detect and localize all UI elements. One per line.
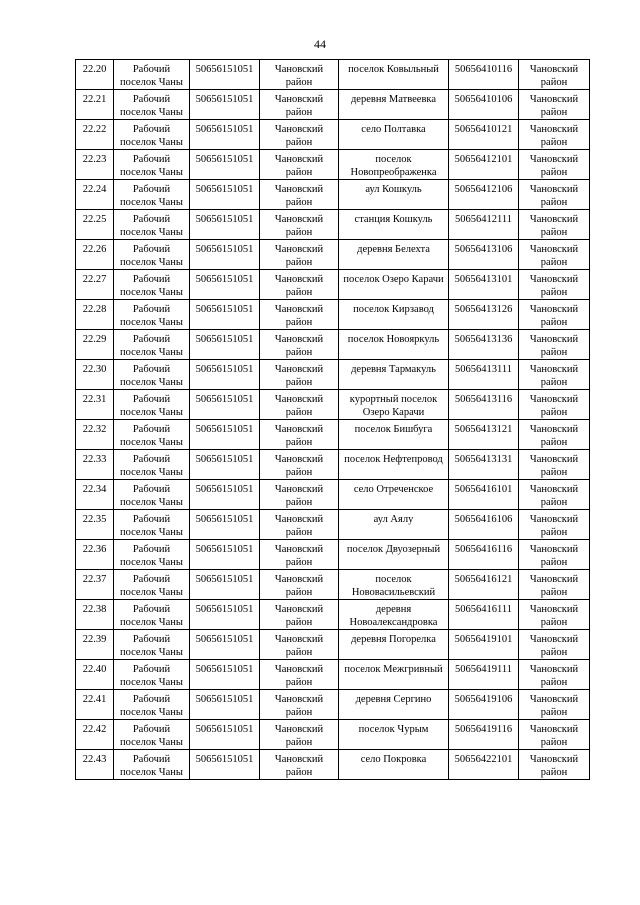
row-number-cell: 22.35 (76, 510, 114, 540)
municipal-settlement-cell: Рабочий поселок Чаны (114, 60, 190, 90)
locality-district-cell: Чановский район (519, 90, 590, 120)
district-cell: Чановский район (260, 540, 339, 570)
table-row (76, 270, 590, 300)
municipal-settlement-cell: Рабочий поселок Чаны (114, 570, 190, 600)
locality-cell: поселок Озеро Карачи (339, 270, 449, 300)
table-row (76, 390, 590, 420)
settlement-code-cell: 50656151051 (190, 270, 260, 300)
settlement-code-cell: 50656151051 (190, 300, 260, 330)
municipal-settlement-cell: Рабочий поселок Чаны (114, 270, 190, 300)
locality-code-cell: 50656419116 (449, 720, 519, 750)
locality-cell: деревня Матвеевка (339, 90, 449, 120)
municipal-settlement-cell: Рабочий поселок Чаны (114, 180, 190, 210)
municipal-settlement-cell: Рабочий поселок Чаны (114, 360, 190, 390)
settlement-code-cell: 50656151051 (190, 60, 260, 90)
locality-cell: поселок Бишбуга (339, 420, 449, 450)
municipal-settlement-cell: Рабочий поселок Чаны (114, 390, 190, 420)
locality-district-cell: Чановский район (519, 600, 590, 630)
locality-cell: аул Аялу (339, 510, 449, 540)
locality-district-cell: Чановский район (519, 330, 590, 360)
locality-district-cell: Чановский район (519, 240, 590, 270)
table-row (76, 540, 590, 570)
district-cell: Чановский район (260, 750, 339, 780)
locality-code-cell: 50656410121 (449, 120, 519, 150)
settlement-code-cell: 50656151051 (190, 420, 260, 450)
table-row (76, 600, 590, 630)
locality-district-cell: Чановский район (519, 630, 590, 660)
municipal-settlement-cell: Рабочий поселок Чаны (114, 480, 190, 510)
locality-district-cell: Чановский район (519, 570, 590, 600)
row-number-cell: 22.34 (76, 480, 114, 510)
locality-cell: село Отреченское (339, 480, 449, 510)
settlement-code-cell: 50656151051 (190, 510, 260, 540)
table-row (76, 450, 590, 480)
table-row (76, 630, 590, 660)
district-cell: Чановский район (260, 390, 339, 420)
municipal-settlement-cell: Рабочий поселок Чаны (114, 540, 190, 570)
municipal-settlement-cell: Рабочий поселок Чаны (114, 420, 190, 450)
settlement-code-cell: 50656151051 (190, 390, 260, 420)
settlement-code-cell: 50656151051 (190, 630, 260, 660)
row-number-cell: 22.37 (76, 570, 114, 600)
locality-cell: поселок Новопреображенка (339, 150, 449, 180)
district-cell: Чановский район (260, 240, 339, 270)
district-cell: Чановский район (260, 180, 339, 210)
row-number-cell: 22.41 (76, 690, 114, 720)
locality-code-cell: 50656410116 (449, 60, 519, 90)
locality-code-cell: 50656416101 (449, 480, 519, 510)
district-cell: Чановский район (260, 360, 339, 390)
municipal-settlement-cell: Рабочий поселок Чаны (114, 210, 190, 240)
locality-code-cell: 50656419111 (449, 660, 519, 690)
locality-district-cell: Чановский район (519, 150, 590, 180)
table-row (76, 90, 590, 120)
locality-code-cell: 50656412106 (449, 180, 519, 210)
table-row (76, 300, 590, 330)
table-row (76, 240, 590, 270)
locality-code-cell: 50656410106 (449, 90, 519, 120)
row-number-cell: 22.28 (76, 300, 114, 330)
locality-district-cell: Чановский район (519, 360, 590, 390)
district-cell: Чановский район (260, 150, 339, 180)
district-cell: Чановский район (260, 270, 339, 300)
district-cell: Чановский район (260, 480, 339, 510)
locality-cell: поселок Чурым (339, 720, 449, 750)
municipal-settlement-cell: Рабочий поселок Чаны (114, 240, 190, 270)
locality-cell: аул Кошкуль (339, 180, 449, 210)
locality-district-cell: Чановский район (519, 60, 590, 90)
locality-code-cell: 50656416116 (449, 540, 519, 570)
table-row (76, 690, 590, 720)
locality-district-cell: Чановский район (519, 120, 590, 150)
locality-code-cell: 50656413101 (449, 270, 519, 300)
municipal-settlement-cell: Рабочий поселок Чаны (114, 90, 190, 120)
municipal-settlement-cell: Рабочий поселок Чаны (114, 660, 190, 690)
district-cell: Чановский район (260, 210, 339, 240)
locality-district-cell: Чановский район (519, 510, 590, 540)
locality-cell: поселок Кирзавод (339, 300, 449, 330)
row-number-cell: 22.20 (76, 60, 114, 90)
locality-cell: село Полтавка (339, 120, 449, 150)
locality-cell: село Покровка (339, 750, 449, 780)
table-row (76, 180, 590, 210)
locality-cell: поселок Нововасильевский (339, 570, 449, 600)
settlement-code-cell: 50656151051 (190, 210, 260, 240)
locality-cell: деревня Погорелка (339, 630, 449, 660)
settlement-code-cell: 50656151051 (190, 540, 260, 570)
district-cell: Чановский район (260, 720, 339, 750)
locality-district-cell: Чановский район (519, 450, 590, 480)
locality-district-cell: Чановский район (519, 480, 590, 510)
locality-code-cell: 50656413136 (449, 330, 519, 360)
locality-cell: поселок Двуозерный (339, 540, 449, 570)
row-number-cell: 22.38 (76, 600, 114, 630)
settlement-code-cell: 50656151051 (190, 150, 260, 180)
table-row (76, 150, 590, 180)
row-number-cell: 22.40 (76, 660, 114, 690)
locality-cell: поселок Межгривный (339, 660, 449, 690)
locality-district-cell: Чановский район (519, 180, 590, 210)
settlement-code-cell: 50656151051 (190, 330, 260, 360)
district-cell: Чановский район (260, 570, 339, 600)
row-number-cell: 22.24 (76, 180, 114, 210)
locality-district-cell: Чановский район (519, 270, 590, 300)
table-body (76, 60, 590, 780)
locality-cell: поселок Новояркуль (339, 330, 449, 360)
row-number-cell: 22.42 (76, 720, 114, 750)
district-cell: Чановский район (260, 450, 339, 480)
locality-cell: деревня Сергино (339, 690, 449, 720)
locality-district-cell: Чановский район (519, 420, 590, 450)
locality-district-cell: Чановский район (519, 660, 590, 690)
locality-code-cell: 50656422101 (449, 750, 519, 780)
row-number-cell: 22.27 (76, 270, 114, 300)
row-number-cell: 22.32 (76, 420, 114, 450)
locality-code-cell: 50656412101 (449, 150, 519, 180)
locality-cell: деревня Тармакуль (339, 360, 449, 390)
settlement-code-cell: 50656151051 (190, 480, 260, 510)
district-cell: Чановский район (260, 660, 339, 690)
table-row (76, 210, 590, 240)
table-row (76, 420, 590, 450)
row-number-cell: 22.31 (76, 390, 114, 420)
locality-cell: курортный поселок Озеро Карачи (339, 390, 449, 420)
municipal-settlement-cell: Рабочий поселок Чаны (114, 720, 190, 750)
municipal-settlement-cell: Рабочий поселок Чаны (114, 120, 190, 150)
locality-code-cell: 50656416121 (449, 570, 519, 600)
municipal-settlement-cell: Рабочий поселок Чаны (114, 150, 190, 180)
district-cell: Чановский район (260, 420, 339, 450)
district-cell: Чановский район (260, 90, 339, 120)
row-number-cell: 22.43 (76, 750, 114, 780)
table-row (76, 750, 590, 780)
settlements-table (75, 59, 590, 780)
settlement-code-cell: 50656151051 (190, 600, 260, 630)
locality-code-cell: 50656413116 (449, 390, 519, 420)
municipal-settlement-cell: Рабочий поселок Чаны (114, 690, 190, 720)
row-number-cell: 22.33 (76, 450, 114, 480)
table-row (76, 570, 590, 600)
locality-cell: поселок Нефтепровод (339, 450, 449, 480)
settlement-code-cell: 50656151051 (190, 570, 260, 600)
locality-code-cell: 50656413131 (449, 450, 519, 480)
municipal-settlement-cell: Рабочий поселок Чаны (114, 630, 190, 660)
municipal-settlement-cell: Рабочий поселок Чаны (114, 450, 190, 480)
table-row (76, 720, 590, 750)
district-cell: Чановский район (260, 60, 339, 90)
settlement-code-cell: 50656151051 (190, 450, 260, 480)
locality-cell: станция Кошкуль (339, 210, 449, 240)
table-row (76, 480, 590, 510)
district-cell: Чановский район (260, 120, 339, 150)
district-cell: Чановский район (260, 690, 339, 720)
row-number-cell: 22.36 (76, 540, 114, 570)
municipal-settlement-cell: Рабочий поселок Чаны (114, 600, 190, 630)
row-number-cell: 22.25 (76, 210, 114, 240)
district-cell: Чановский район (260, 630, 339, 660)
table-row (76, 120, 590, 150)
locality-code-cell: 50656413126 (449, 300, 519, 330)
settlement-code-cell: 50656151051 (190, 660, 260, 690)
locality-code-cell: 50656419101 (449, 630, 519, 660)
locality-district-cell: Чановский район (519, 210, 590, 240)
municipal-settlement-cell: Рабочий поселок Чаны (114, 510, 190, 540)
locality-code-cell: 50656413121 (449, 420, 519, 450)
municipal-settlement-cell: Рабочий поселок Чаны (114, 300, 190, 330)
locality-code-cell: 50656416111 (449, 600, 519, 630)
settlement-code-cell: 50656151051 (190, 690, 260, 720)
settlement-code-cell: 50656151051 (190, 120, 260, 150)
table-row (76, 510, 590, 540)
row-number-cell: 22.29 (76, 330, 114, 360)
locality-code-cell: 50656412111 (449, 210, 519, 240)
locality-code-cell: 50656419106 (449, 690, 519, 720)
locality-district-cell: Чановский район (519, 720, 590, 750)
row-number-cell: 22.39 (76, 630, 114, 660)
locality-code-cell: 50656413111 (449, 360, 519, 390)
locality-district-cell: Чановский район (519, 300, 590, 330)
row-number-cell: 22.26 (76, 240, 114, 270)
locality-district-cell: Чановский район (519, 540, 590, 570)
district-cell: Чановский район (260, 600, 339, 630)
locality-cell: деревня Новоалександровка (339, 600, 449, 630)
locality-district-cell: Чановский район (519, 750, 590, 780)
district-cell: Чановский район (260, 330, 339, 360)
table-row (76, 60, 590, 90)
locality-code-cell: 50656416106 (449, 510, 519, 540)
locality-cell: деревня Белехта (339, 240, 449, 270)
page-number: 44 (314, 37, 326, 51)
table-row (76, 660, 590, 690)
settlement-code-cell: 50656151051 (190, 720, 260, 750)
municipal-settlement-cell: Рабочий поселок Чаны (114, 330, 190, 360)
district-cell: Чановский район (260, 510, 339, 540)
settlement-code-cell: 50656151051 (190, 240, 260, 270)
row-number-cell: 22.30 (76, 360, 114, 390)
municipal-settlement-cell: Рабочий поселок Чаны (114, 750, 190, 780)
table-row (76, 330, 590, 360)
locality-district-cell: Чановский район (519, 690, 590, 720)
settlement-code-cell: 50656151051 (190, 750, 260, 780)
row-number-cell: 22.23 (76, 150, 114, 180)
settlement-code-cell: 50656151051 (190, 90, 260, 120)
table-row (76, 360, 590, 390)
settlement-code-cell: 50656151051 (190, 360, 260, 390)
row-number-cell: 22.21 (76, 90, 114, 120)
district-cell: Чановский район (260, 300, 339, 330)
locality-district-cell: Чановский район (519, 390, 590, 420)
locality-cell: поселок Ковыльный (339, 60, 449, 90)
settlement-code-cell: 50656151051 (190, 180, 260, 210)
row-number-cell: 22.22 (76, 120, 114, 150)
locality-code-cell: 50656413106 (449, 240, 519, 270)
